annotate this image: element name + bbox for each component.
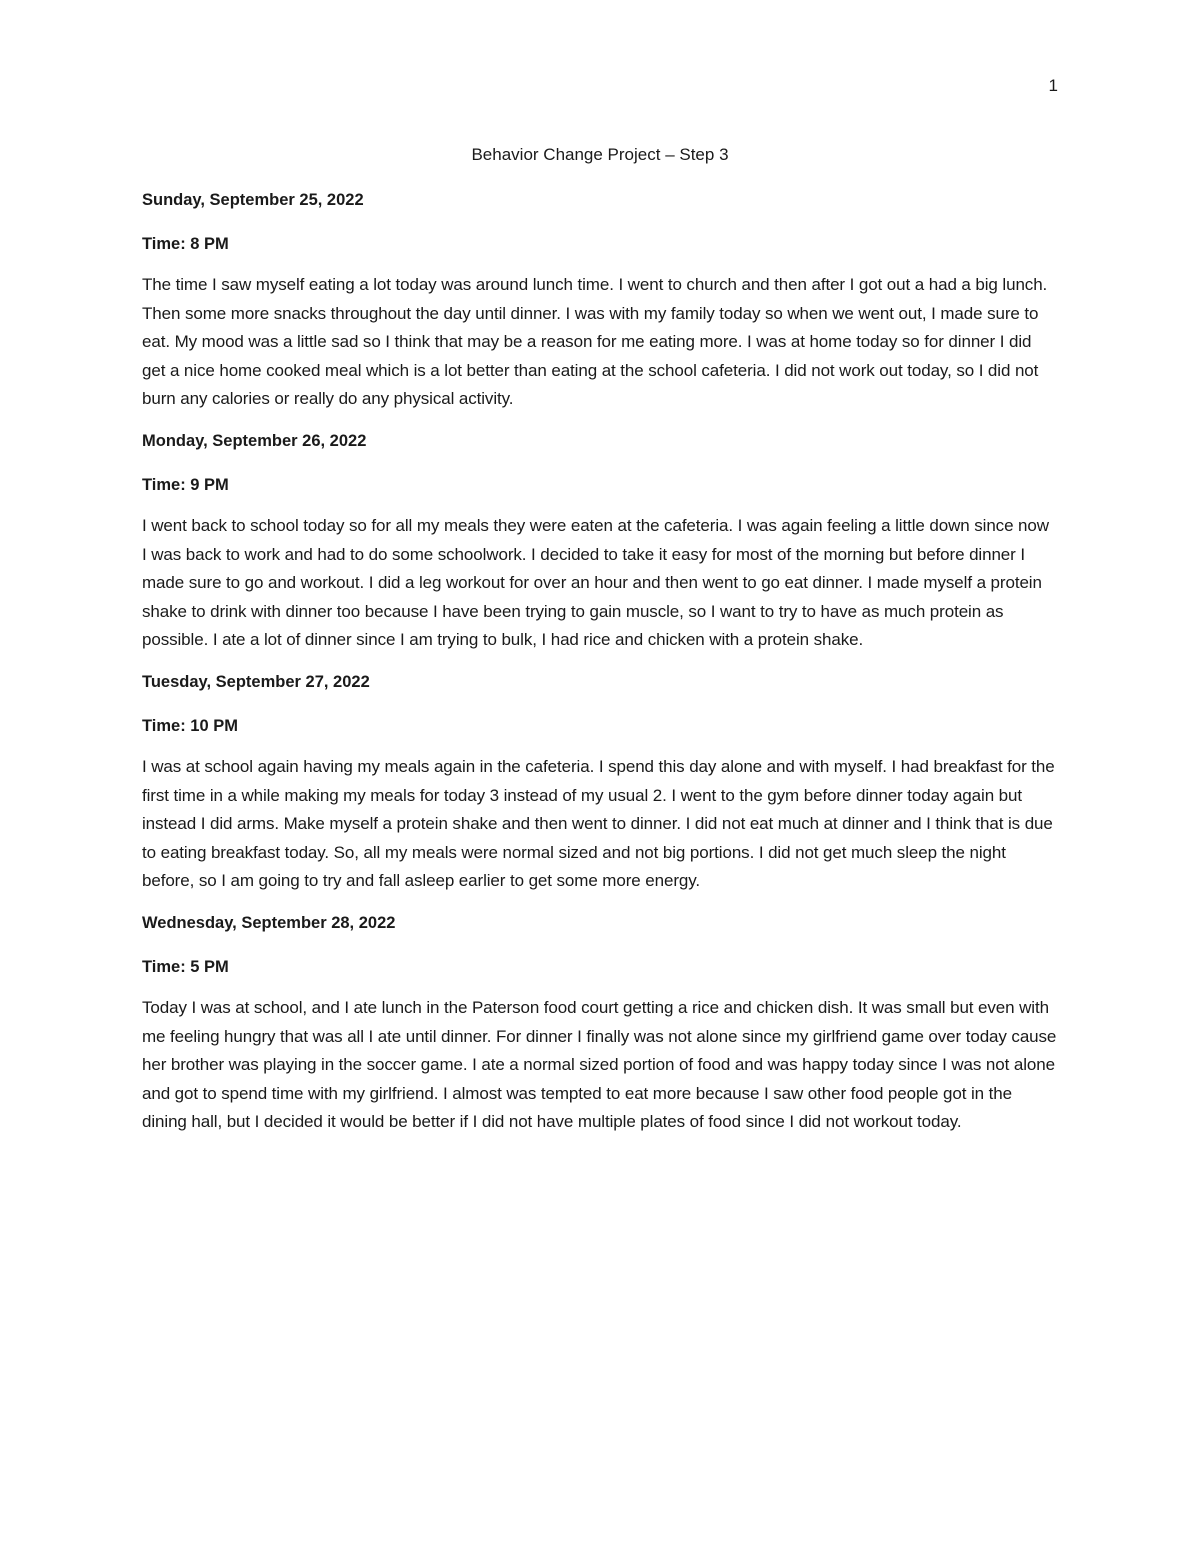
journal-entry-wednesday — [142, 912, 1058, 1137]
entry-time: Time: 5 PM — [142, 957, 229, 976]
entry-date: Monday, September 26, 2022 — [142, 431, 367, 450]
journal-entry-sunday — [142, 189, 1058, 414]
entry-date: Wednesday, September 28, 2022 — [142, 913, 396, 932]
journal-entry-monday — [142, 430, 1058, 655]
entry-date: Sunday, September 25, 2022 — [142, 191, 364, 209]
entry-time: Time: 9 PM — [142, 475, 229, 494]
entry-body: Today I was at school, and I ate lunch in the Paterson food court getting a rice and chicken dish. It was small but even with me feeling hungry that was all I ate until dinner. For dinner I finally was not alone since my girlfriend game over today cause her brother was playing in the soccer game. I ate a normal sized portion of food and was happy today since I was not alone and got to spend time with my girlfriend. I almost was tempted to eat more because I saw other food people got in the dining hall, but I decided it would be better if I did not have multiple plates of food since I did not workout today. — [142, 997, 1057, 1132]
page-number: 1 — [1048, 76, 1058, 95]
entry-time: Time: 10 PM — [142, 716, 238, 735]
entry-time: Time: 8 PM — [142, 235, 229, 253]
journal-entries — [142, 189, 1058, 1153]
entry-body: I was at school again having my meals again in the cafeteria. I spend this day alone and with myself. I had breakfast for the first time in a while making my meals for today 3 instead of my usual 2. I went to the gym before dinner today again but instead I did arms. Make myself a protein shake and then went to dinner. I did not eat much at dinner and I think that is due to eating breakfast today. So, all my meals were normal sized and not big portions. I did not get much sleep the night before, so I am going to try and fall asleep earlier to get some more energy. — [142, 756, 1055, 891]
entry-body: The time I saw myself eating a lot today was around lunch time. I went to church and then after I got out a had a big lunch. Then some more snacks throughout the day until dinner. I was with my family today so when we went out, I made sure to eat. My mood was a little sad so I think that may be a reason for me eating more. I was at home today so for dinner I did get a nice home cooked meal which is a lot better than eating at the school cafeteria. I did not work out today, so I did not burn any calories or really do any physical activity. — [142, 275, 1048, 409]
entry-body: I went back to school today so for all my meals they were eaten at the cafeteria. I was again feeling a little down since now I was back to work and had to do some schoolwork. I decided to take it easy for most of the morning but before dinner I made sure to go and workout. I did a leg workout for over an hour and then went to go eat dinner. I made myself a protein shake to drink with dinner too because I have been trying to gain muscle, so I want to try to have as much protein as possible. I ate a lot of dinner since I am trying to bulk, I had rice and chicken with a protein shake. — [142, 515, 1049, 650]
document-title: Behavior Change Project – Step 3 — [471, 145, 729, 164]
entry-date: Tuesday, September 27, 2022 — [142, 672, 370, 691]
journal-entry-tuesday — [142, 671, 1058, 896]
